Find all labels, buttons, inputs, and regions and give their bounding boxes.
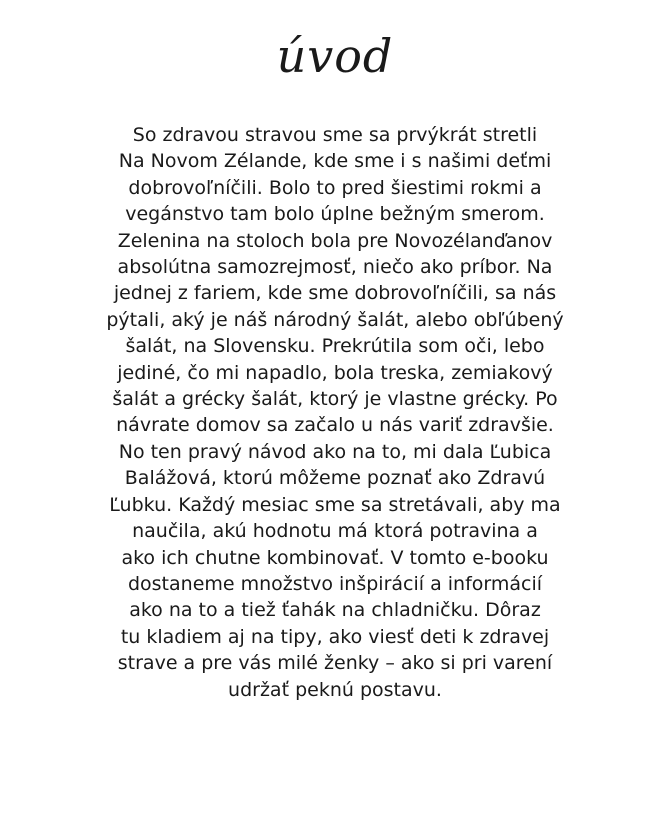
paragraph-line: Na Novom Zélande, kde sme i s našimi deťmi <box>118 150 552 173</box>
paragraph-line: tu kladiem aj na tipy, ako viesť deti k zdravej <box>120 625 550 648</box>
intro-paragraph <box>60 122 610 703</box>
paragraph-line: ako ich chutne kombinovať. V tomto e-booku <box>121 546 549 569</box>
paragraph-line: No ten pravý návod ako na to, mi dala Ľubica <box>118 440 552 463</box>
paragraph-line: So zdravou stravou sme sa prvýkrát stretli <box>132 124 538 146</box>
page-title: úvod <box>276 29 394 83</box>
paragraph-line: šalát, na Slovensku. Prekrútila som oči, lebo <box>125 335 545 358</box>
paragraph-line: strave a pre vás milé ženky – ako si pri varení <box>117 652 553 675</box>
paragraph-line: šalát a grécky šalát, ktorý je vlastne grécky. Po <box>112 388 558 411</box>
paragraph-line: jediné, čo mi napadlo, bola treska, zemiakový <box>117 361 553 384</box>
paragraph-line: pýtali, aký je náš národný šalát, alebo obľúbený <box>106 308 564 331</box>
paragraph-line: dobrovoľníčili. Bolo to pred šiestimi rokmi a <box>128 176 542 199</box>
paragraph-line: vegánstvo tam bolo úplne bežným smerom. <box>125 203 545 226</box>
paragraph-line: jednej z fariem, kde sme dobrovoľníčili, sa nás <box>113 282 557 305</box>
paragraph-line: dostaneme množstvo inšpirácií a informácií <box>127 572 543 595</box>
paragraph-line: naučila, akú hodnotu má ktorá potravina a <box>132 520 538 543</box>
paragraph-line: Balážová, ktorú môžeme poznať ako Zdravú <box>124 467 546 490</box>
paragraph-line: udržať peknú postavu. <box>228 678 442 701</box>
paragraph-line: Zelenina na stoloch bola pre Novozélanďanov <box>117 229 553 252</box>
paragraph-line: návrate domov sa začalo u nás variť zdravšie. <box>116 414 554 437</box>
paragraph-line: Ľubku. Každý mesiac sme sa stretávali, aby ma <box>109 493 561 516</box>
paragraph-line: ako na to a tiež ťahák na chladničku. Dôraz <box>129 599 541 622</box>
paragraph-line: absolútna samozrejmosť, niečo ako príbor. Na <box>117 256 553 279</box>
